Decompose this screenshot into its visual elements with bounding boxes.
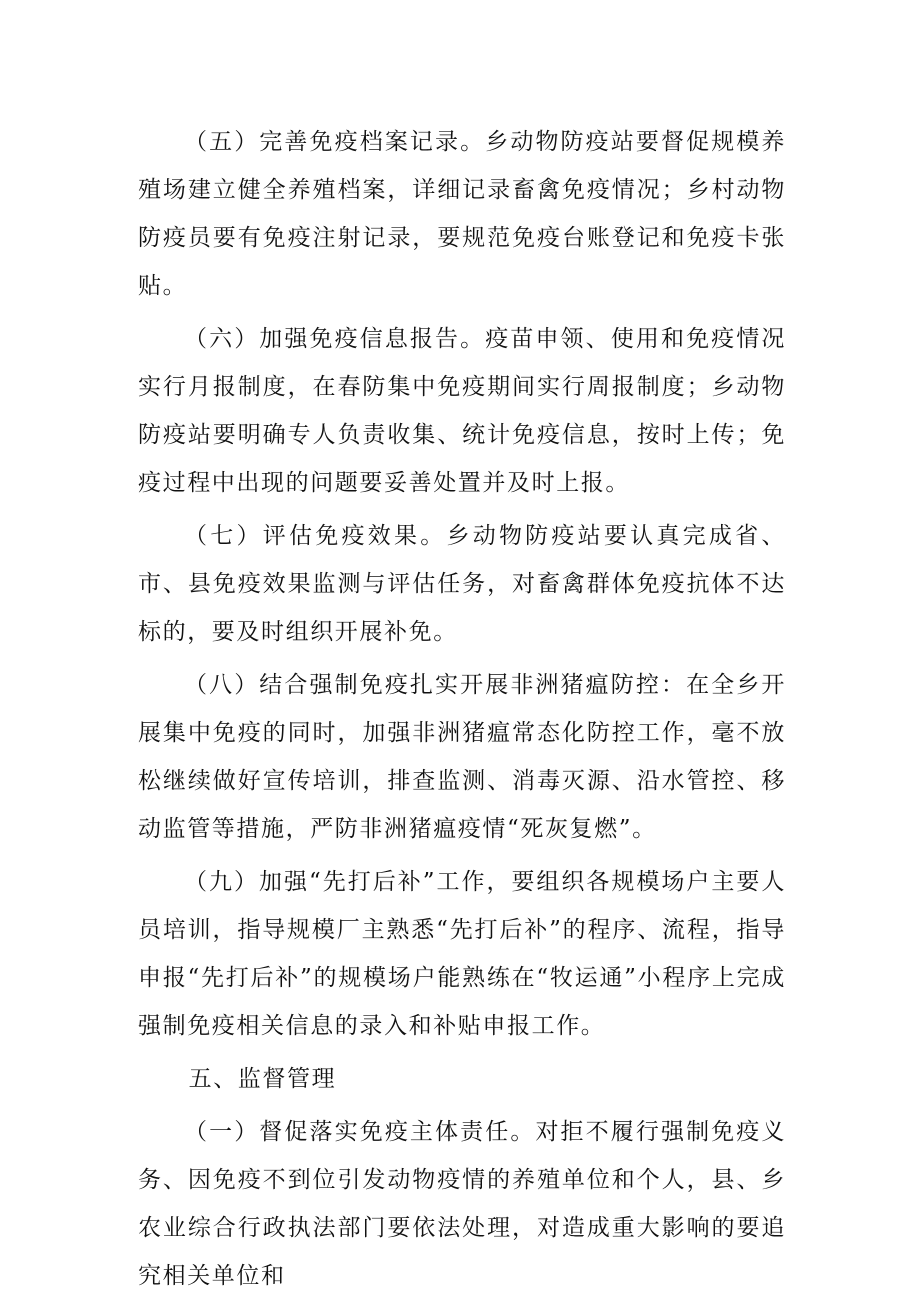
- section-heading-supervision: 五、监督管理: [188, 1066, 337, 1092]
- paragraph-5-archive-records: （五）完善免疫档案记录。乡动物防疫站要督促规模养殖场建立健全养殖档案，详细记录畜禽免疫情况；乡村动物防疫员要有免疫注射记录，要规范免疫台账登记和免疫卡张贴。: [138, 129, 786, 299]
- document-body: [138, 118, 786, 1305]
- paragraph-8-asf-control: （八）结合强制免疫扎实开展非洲猪瘟防控：在全乡开展集中免疫的同时，加强非洲猪瘟常态化防控工作，毫不放松继续做好宣传培训，排查监测、消毒灭源、沿水管控、移动监管等措施，严防非洲猪瘟疫情“死灰复燃”。: [138, 672, 786, 842]
- paragraph-9-vaccinate-first: （九）加强“先打后补”工作，要组织各规模场户主要人员培训，指导规模厂主熟悉“先打后补”的程序、流程，指导申报“先打后补”的规模场户能熟练在“牧运通”小程序上完成强制免疫相关信息的录入和补贴申报工作。: [138, 869, 786, 1039]
- paragraph-supervision-1: （一）督促落实免疫主体责任。对拒不履行强制免疫义务、因免疫不到位引发动物疫情的养殖单位和个人，县、乡农业综合行政执法部门要依法处理，对造成重大影响的要追究相关单位和: [138, 1119, 786, 1289]
- paragraph-7-evaluate-effect: （七）评估免疫效果。乡动物防疫站要认真完成省、市、县免疫效果监测与评估任务，对畜禽群体免疫抗体不达标的，要及时组织开展补免。: [138, 523, 786, 645]
- paragraph-6-info-report: （六）加强免疫信息报告。疫苗申领、使用和免疫情况实行月报制度，在春防集中免疫期间实行周报制度；乡动物防疫站要明确专人负责收集、统计免疫信息，按时上传；免疫过程中出现的问题要妥善处置并及时上报。: [138, 326, 786, 496]
